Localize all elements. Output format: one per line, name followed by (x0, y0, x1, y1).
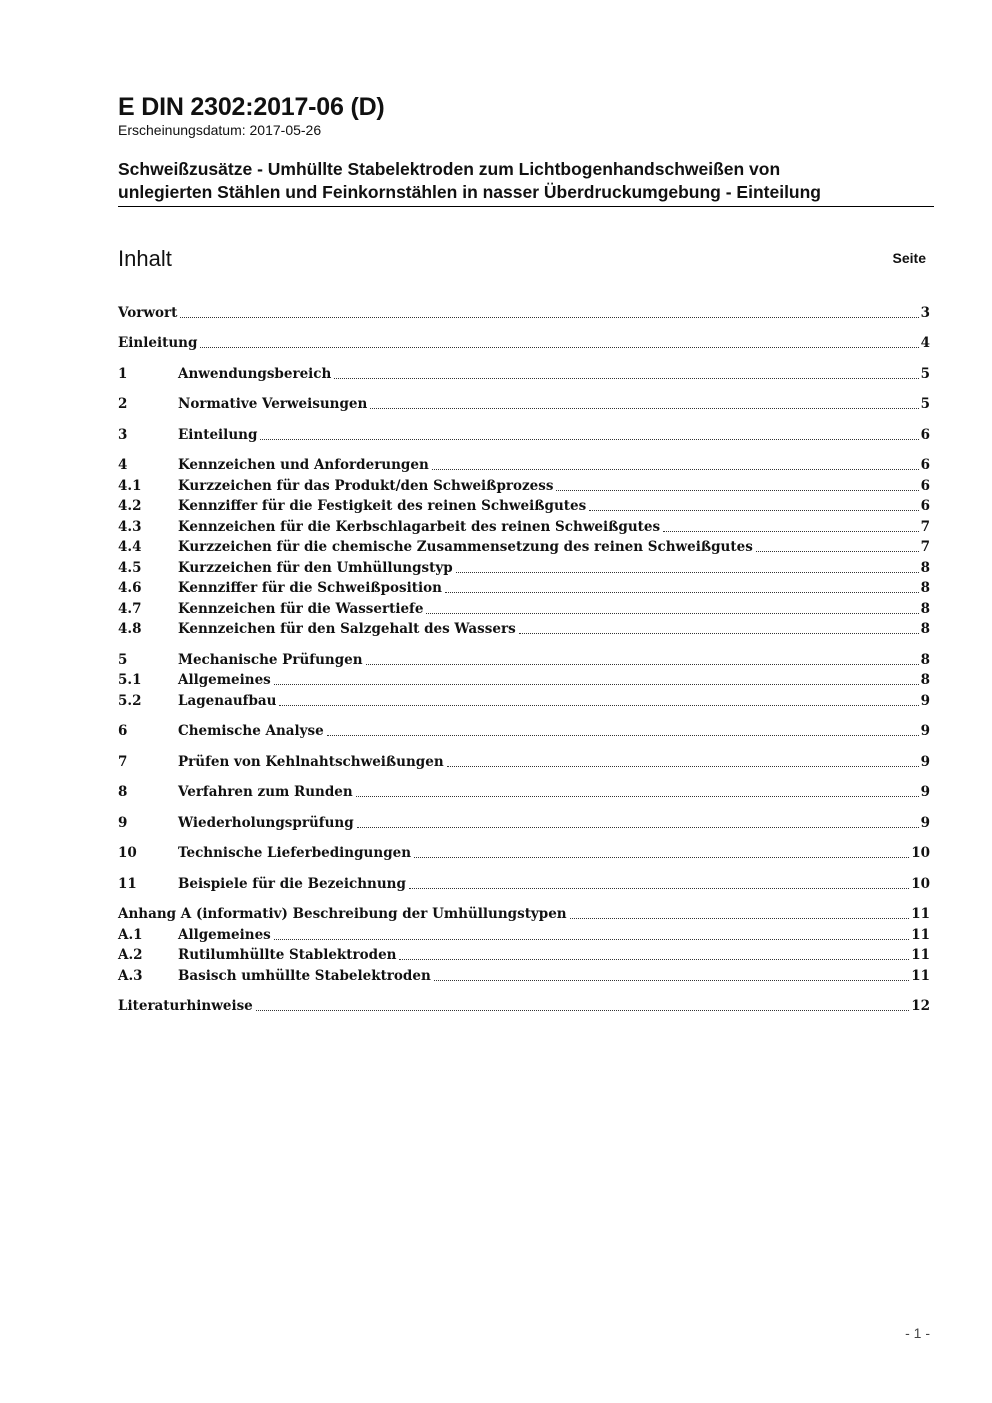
toc-entry-page: 7 (920, 519, 930, 535)
toc-entry-page: 10 (911, 876, 930, 892)
toc-entry-title: Mechanische Prüfungen (178, 652, 363, 668)
toc-dot-leader (434, 976, 909, 981)
toc-entry-title: Chemische Analyse (178, 723, 324, 739)
toc-entry-title: Literaturhinweise (118, 998, 253, 1014)
toc-entry-title: Basisch umhüllte Stabelektroden (178, 968, 431, 984)
toc-entry-title: Rutilumhüllte Stablektroden (178, 947, 397, 963)
toc-entry[interactable] (118, 904, 930, 924)
toc-entry[interactable] (118, 996, 930, 1016)
toc-entry[interactable] (118, 578, 930, 598)
toc-entry-page: 6 (920, 427, 930, 443)
toc-entry[interactable] (118, 691, 930, 711)
toc-entry-title: Kennzeichen für die Kerbschlagarbeit des reinen Schweißgutes (178, 519, 661, 535)
toc-dot-leader (519, 629, 919, 634)
toc-entry-number: 4.8 (118, 621, 142, 637)
toc-entry-page: 6 (920, 498, 930, 514)
toc-entry[interactable] (118, 394, 930, 414)
toc-entry-title: Prüfen von Kehlnahtschweißungen (178, 754, 444, 770)
document-title-line-2: unlegierten Stählen und Feinkornstählen in nasser Überdruckumgebung - Einteilung (118, 182, 821, 202)
toc-entry-title: Verfahren zum Runden (178, 784, 353, 800)
toc-entry[interactable] (118, 843, 930, 863)
toc-entry[interactable] (118, 874, 930, 894)
toc-entry[interactable] (118, 496, 930, 516)
toc-dot-leader (456, 568, 919, 573)
toc-entry[interactable] (118, 455, 930, 475)
toc-dot-leader (274, 680, 919, 685)
toc-dot-leader (409, 884, 909, 889)
toc-entry-number: A.2 (118, 947, 143, 963)
toc-entry-title: Technische Lieferbedingungen (178, 845, 412, 861)
toc-entry-page: 8 (920, 580, 930, 596)
toc-entry-number: 4.3 (118, 519, 142, 535)
toc-entry-title: Kurzzeichen für den Umhüllungstyp (178, 560, 453, 576)
document-title (118, 158, 934, 207)
toc-dot-leader (370, 404, 918, 409)
toc-dot-leader (357, 823, 919, 828)
toc-entry-title: Anwendungsbereich (178, 366, 332, 382)
toc-entry-page: 12 (911, 998, 930, 1014)
toc-page-label: Seite (892, 250, 926, 266)
toc-entry[interactable] (118, 425, 930, 445)
toc-entry-page: 11 (911, 927, 930, 943)
toc-entry[interactable] (118, 782, 930, 802)
toc-dot-leader (570, 914, 910, 919)
toc-entry[interactable] (118, 333, 930, 353)
toc-entry-page: 9 (920, 693, 930, 709)
toc-entry-number: 5 (118, 652, 128, 668)
toc-entry[interactable] (118, 364, 930, 384)
toc-dot-leader (663, 527, 919, 532)
toc-entry-page: 5 (920, 366, 930, 382)
toc-entry-title: Kennzeichen und Anforderungen (178, 457, 429, 473)
toc-header (118, 244, 926, 274)
toc-dot-leader (399, 955, 909, 960)
toc-entry[interactable] (118, 599, 930, 619)
toc-entry-number: 4.4 (118, 539, 142, 555)
toc-dot-leader (256, 1006, 909, 1011)
toc-entry-title: Lagenaufbau (178, 693, 277, 709)
toc-entry-number: 2 (118, 396, 128, 412)
toc-entry-page: 9 (920, 784, 930, 800)
toc-entry-number: 4 (118, 457, 128, 473)
document-title-line-1: Schweißzusätze - Umhüllte Stabelektroden zum Lichtbogenhandschweißen von (118, 159, 781, 179)
toc-dot-leader (432, 465, 919, 470)
toc-entry-number: 9 (118, 815, 128, 831)
toc-dot-leader (334, 374, 918, 379)
toc-entry[interactable] (118, 721, 930, 741)
toc-dot-leader (556, 486, 918, 491)
toc-entry[interactable] (118, 945, 930, 965)
toc-dot-leader (366, 660, 919, 665)
toc-entry-title: Normative Verweisungen (178, 396, 368, 412)
toc-entry-title: Kennzeichen für die Wassertiefe (178, 601, 424, 617)
toc-entry-title: Einleitung (118, 335, 198, 351)
toc-dot-leader (414, 853, 909, 858)
toc-entry-page: 8 (920, 601, 930, 617)
toc-entry[interactable] (118, 966, 930, 986)
toc-entry-page: 9 (920, 815, 930, 831)
toc-dot-leader (356, 792, 919, 797)
toc-entry-page: 8 (920, 652, 930, 668)
toc-entry[interactable] (118, 752, 930, 772)
document-header (118, 92, 934, 139)
toc-entry-page: 5 (920, 396, 930, 412)
toc-entry-title: Allgemeines (178, 672, 271, 688)
toc-entry[interactable] (118, 517, 930, 537)
toc-entry-page: 6 (920, 457, 930, 473)
toc-entry-title: Vorwort (118, 305, 178, 321)
toc-entry[interactable] (118, 619, 930, 639)
toc-entry[interactable] (118, 670, 930, 690)
toc-dot-leader (279, 701, 918, 706)
page-number: - 1 - (905, 1325, 930, 1341)
toc-entry-number: 4.2 (118, 498, 142, 514)
toc-entry-number: 10 (118, 845, 137, 861)
toc-entry-page: 3 (920, 305, 930, 321)
toc-entry-title: Beispiele für die Bezeichnung (178, 876, 406, 892)
toc-entry-title: Kennziffer für die Schweißposition (178, 580, 442, 596)
toc-entry-page: 11 (911, 947, 930, 963)
toc-entry-number: 11 (118, 876, 137, 892)
toc-dot-leader (756, 547, 919, 552)
toc-dot-leader (180, 313, 918, 318)
toc-dot-leader (200, 343, 918, 348)
toc-dot-leader (274, 935, 909, 940)
toc-entry[interactable] (118, 925, 930, 945)
toc-entry-title: Kurzzeichen für die chemische Zusammensetzung des reinen Schweißgutes (178, 539, 753, 555)
toc-dot-leader (447, 762, 919, 767)
toc-entry-page: 8 (920, 560, 930, 576)
toc-entry-title: Wiederholungsprüfung (178, 815, 354, 831)
toc-entry-number: 4.6 (118, 580, 142, 596)
toc-entry-number: 6 (118, 723, 128, 739)
toc-entry-number: 4.5 (118, 560, 142, 576)
toc-entry-title: Anhang A (informativ) Beschreibung der Umhüllungstypen (118, 906, 567, 922)
toc-dot-leader (445, 588, 919, 593)
toc-entry-page: 8 (920, 672, 930, 688)
toc-entry-number: A.1 (118, 927, 143, 943)
toc-entry-number: 4.7 (118, 601, 142, 617)
document-id: E DIN 2302:2017-06 (D) (118, 93, 385, 121)
toc-entry-title: Einteilung (178, 427, 258, 443)
toc-entry[interactable] (118, 813, 930, 833)
toc-entry-title: Kennziffer für die Festigkeit des reinen Schweißgutes (178, 498, 587, 514)
toc-entry-number: 4.1 (118, 478, 142, 494)
toc-entry-page: 7 (920, 539, 930, 555)
toc-entry[interactable] (118, 303, 930, 323)
toc-entry[interactable] (118, 558, 930, 578)
toc-dot-leader (327, 731, 919, 736)
toc-entry-page: 4 (920, 335, 930, 351)
toc-entry-number: 5.2 (118, 693, 142, 709)
toc-entry-title: Kennzeichen für den Salzgehalt des Wassers (178, 621, 516, 637)
toc-entry-title: Allgemeines (178, 927, 271, 943)
toc-dot-leader (589, 506, 918, 511)
toc-entry-number: 1 (118, 366, 128, 382)
toc-entry-page: 11 (911, 906, 930, 922)
publication-date: Erscheinungsdatum: 2017-05-26 (118, 122, 322, 138)
toc-entry-page: 9 (920, 723, 930, 739)
toc-entry-number: 7 (118, 754, 128, 770)
toc-entry[interactable] (118, 537, 930, 557)
toc-entry-page: 6 (920, 478, 930, 494)
toc-entry-number: 3 (118, 427, 128, 443)
toc-dot-leader (260, 435, 918, 440)
toc-entry-number: A.3 (118, 968, 143, 984)
toc-entry-page: 8 (920, 621, 930, 637)
toc-entry-page: 9 (920, 754, 930, 770)
toc-entry-page: 11 (911, 968, 930, 984)
toc-entry-number: 8 (118, 784, 128, 800)
toc-entry-number: 5.1 (118, 672, 142, 688)
toc-heading: Inhalt (118, 246, 172, 271)
toc-entry[interactable] (118, 650, 930, 670)
toc-entry[interactable] (118, 476, 930, 496)
toc-entry-page: 10 (911, 845, 930, 861)
toc-entry-title: Kurzzeichen für das Produkt/den Schweißprozess (178, 478, 554, 494)
toc-dot-leader (426, 609, 918, 614)
